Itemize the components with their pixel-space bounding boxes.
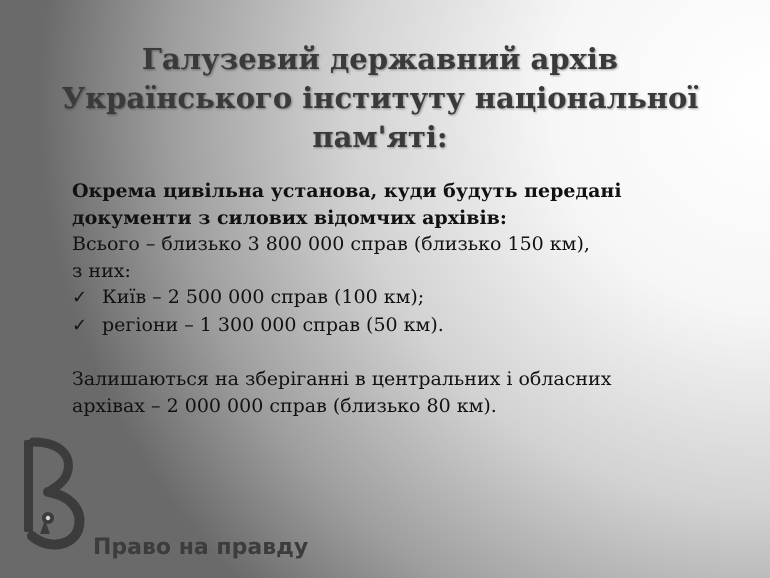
paragraph-spacer [72, 339, 712, 366]
total-line-1: Всього – близько 3 800 000 справ (близько 150 км), [72, 233, 590, 255]
pravo-na-pravdu-logo-icon [14, 436, 92, 554]
slide-title [60, 40, 700, 157]
checkmark-icon: ✓ [72, 314, 88, 336]
bullet-text: Київ – 2 500 000 справ (100 км); [102, 286, 425, 308]
title-line-1: Галузевий державний архів [141, 42, 619, 76]
intro-line-2: документи з силових відомчих архівів: [72, 206, 507, 229]
bullet-item-regions [72, 312, 712, 340]
total-line-2: з них: [72, 259, 131, 282]
title-line-3: пам'яті: [312, 120, 448, 154]
slide-body [72, 178, 712, 419]
bullet-text: регіони – 1 300 000 справ (50 км). [102, 313, 444, 336]
checkmark-icon: ✓ [72, 287, 88, 308]
intro-line-1: Окрема цивільна установа, куди будуть передані [72, 180, 622, 202]
bullet-item-kyiv [72, 284, 712, 312]
remaining-line-1: Залишаються на зберіганні в центральних і обласних [72, 368, 612, 390]
remaining-line-2: архівах – 2 000 000 справ (близько 80 км). [72, 394, 497, 417]
brand-name: Право на правду [93, 535, 309, 560]
title-line-2: Українського інституту національної [61, 81, 699, 115]
